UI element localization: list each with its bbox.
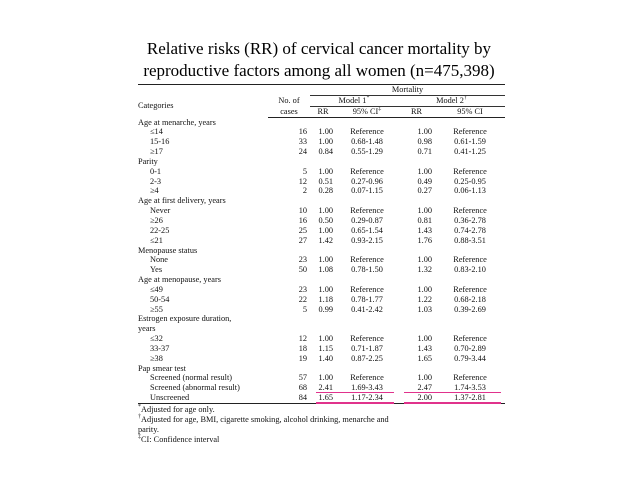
- cases-cell: 10: [298, 206, 307, 216]
- ci1-cell: 0.71-1.87: [351, 343, 383, 353]
- table-row: [138, 295, 505, 305]
- cases-cell: 57: [298, 373, 307, 383]
- cases-cell: 16: [298, 127, 307, 137]
- table-row: [138, 373, 505, 383]
- group-row: [138, 364, 505, 374]
- cases-cell: 16: [298, 215, 307, 225]
- highlight-underline-model2: [404, 392, 501, 393]
- ci1-cell: 0.87-2.25: [351, 353, 383, 363]
- rr1-cell: 2.41: [318, 383, 333, 393]
- group-row: [138, 314, 505, 324]
- cases-header: cases: [268, 106, 310, 117]
- model2-header: Model 2†: [398, 95, 505, 106]
- ci1-header: 95% CI‡: [336, 106, 398, 117]
- footnote-1: *Adjusted for age only.: [138, 404, 215, 414]
- category-label: 0-1: [150, 166, 162, 176]
- group-label: Estrogen exposure duration,: [138, 314, 232, 324]
- category-label: 15-16: [150, 137, 170, 147]
- highlight-underline-model1: [316, 402, 394, 403]
- ci1-cell: 0.29-0.87: [351, 215, 383, 225]
- rr2-cell: 1.00: [417, 373, 432, 383]
- ci2-cell: Reference: [453, 255, 487, 265]
- rr2-cell: 1.43: [417, 225, 432, 235]
- group-label: years: [138, 324, 156, 334]
- rr2-cell: 0.27: [417, 186, 432, 196]
- cases-cell: 19: [298, 353, 307, 363]
- model1-header: Model 1*: [310, 95, 398, 106]
- group-row: [138, 157, 505, 167]
- ci1-cell: 1.69-3.43: [351, 383, 383, 393]
- cases-cell: 25: [298, 225, 307, 235]
- ci2-cell: Reference: [453, 166, 487, 176]
- category-label: ≤14: [150, 127, 163, 137]
- table-row: [138, 226, 505, 236]
- group-label: Age at menopause, years: [138, 275, 221, 285]
- mortality-header: Mortality: [310, 85, 505, 96]
- rr2-cell: 1.00: [417, 255, 432, 265]
- rr2-cell: 2.00: [398, 393, 435, 403]
- rr1-cell: 1.00: [318, 225, 333, 235]
- rr2-header: RR: [398, 106, 435, 117]
- cases-cell: 5: [302, 166, 307, 176]
- rr2-cell: 1.00: [417, 206, 432, 216]
- footnote-3: ‡CI: Confidence interval: [138, 434, 220, 444]
- cases-cell: 12: [298, 334, 307, 344]
- rr1-cell: 0.50: [318, 215, 333, 225]
- cases-cell: 68: [298, 383, 307, 393]
- group-row: [138, 246, 505, 256]
- category-label: ≥26: [150, 215, 163, 225]
- ci2-cell: 0.79-3.44: [454, 353, 486, 363]
- rr1-cell: 1.00: [318, 373, 333, 383]
- ci2-cell: 0.70-2.89: [454, 343, 486, 353]
- category-label: ≤32: [150, 334, 163, 344]
- table-row: [138, 236, 505, 246]
- rr1-cell: 1.00: [318, 255, 333, 265]
- rr2-cell: 1.00: [417, 166, 432, 176]
- table-row: [138, 167, 505, 177]
- ci1-cell: Reference: [350, 334, 384, 344]
- rr2-cell: 0.81: [417, 215, 432, 225]
- ci1-cell: Reference: [350, 284, 384, 294]
- ci1-cell: 0.65-1.54: [351, 225, 383, 235]
- results-table: [138, 84, 505, 404]
- cases-cell: 5: [302, 304, 307, 314]
- ci2-header: 95% CI: [435, 106, 505, 117]
- ci1-cell: Reference: [350, 373, 384, 383]
- group-row: [138, 324, 505, 334]
- cases-cell: 27: [298, 235, 307, 245]
- ci2-cell: Reference: [453, 334, 487, 344]
- rr1-cell: 1.00: [318, 137, 333, 147]
- ci2-cell: Reference: [453, 206, 487, 216]
- no-of-header: No. of: [278, 96, 300, 106]
- group-label: Menopause status: [138, 245, 198, 255]
- cases-cell: 84: [268, 393, 310, 403]
- ci1-cell: Reference: [350, 255, 384, 265]
- rr1-cell: 1.00: [318, 127, 333, 137]
- group-label: Age at menarche, years: [138, 117, 216, 127]
- rr2-cell: 1.76: [417, 235, 432, 245]
- category-label: ≤21: [150, 235, 163, 245]
- ci2-cell: Reference: [453, 127, 487, 137]
- ci1-cell: 0.41-2.42: [351, 304, 383, 314]
- cases-cell: 23: [298, 255, 307, 265]
- table-row: [138, 186, 505, 196]
- ci1-cell: 0.68-1.48: [351, 137, 383, 147]
- rr1-cell: 0.99: [318, 304, 333, 314]
- category-label: 22-25: [150, 225, 170, 235]
- footnote-2: †Adjusted for age, BMI, cigarette smoking, alcohol drinking, menarche and: [138, 414, 389, 424]
- ci2-cell: 0.88-3.51: [454, 235, 486, 245]
- table-row: [138, 255, 505, 265]
- rr1-cell: 1.00: [318, 166, 333, 176]
- table-row: [138, 127, 505, 137]
- category-label: ≥38: [150, 353, 163, 363]
- ci1-cell: 0.78-1.50: [351, 265, 383, 275]
- rr1-cell: 1.00: [318, 206, 333, 216]
- ci1-cell: 0.07-1.15: [351, 186, 383, 196]
- category-label: ≥55: [150, 304, 163, 314]
- ci1-cell: Reference: [350, 166, 384, 176]
- category-label: Screened (normal result): [150, 373, 233, 383]
- group-row: [138, 117, 505, 127]
- rr2-cell: 1.03: [417, 304, 432, 314]
- group-row: [138, 275, 505, 285]
- rr2-cell: 1.00: [417, 127, 432, 137]
- table-row: [138, 344, 505, 354]
- categories-header: Categories: [138, 101, 174, 111]
- table-row: [138, 305, 505, 315]
- category-label: Never: [150, 206, 171, 216]
- table-row: [138, 147, 505, 157]
- slide-title-line-1: Relative risks (RR) of cervical cancer mortality by: [146, 39, 492, 58]
- rr1-cell: 1.08: [318, 265, 333, 275]
- ci2-cell: Reference: [453, 373, 487, 383]
- category-label: None: [150, 255, 168, 265]
- rr2-cell: 1.32: [417, 265, 432, 275]
- rr2-cell: 1.65: [417, 353, 432, 363]
- rr2-cell: 1.22: [417, 294, 432, 304]
- rr1-cell: 0.84: [318, 147, 333, 157]
- rr2-cell: 0.71: [417, 147, 432, 157]
- ci1-cell: 0.93-2.15: [351, 235, 383, 245]
- rr2-cell: 0.98: [417, 137, 432, 147]
- ci2-cell: 1.37-2.81: [435, 393, 505, 403]
- table-row: [138, 265, 505, 275]
- rr2-cell: 2.47: [417, 383, 432, 393]
- ci2-cell: 0.61-1.59: [454, 137, 486, 147]
- ci2-cell: 0.74-2.78: [454, 225, 486, 235]
- rr1-cell: 1.18: [318, 294, 333, 304]
- table-row: [138, 206, 505, 216]
- highlight-underline-model1: [316, 392, 394, 393]
- table-row: [138, 216, 505, 226]
- group-row: [138, 196, 505, 206]
- rr2-cell: 1.43: [417, 343, 432, 353]
- table-row: [138, 334, 505, 344]
- rr2-cell: 1.00: [417, 284, 432, 294]
- ci2-cell: 0.39-2.69: [454, 304, 486, 314]
- ci2-cell: 0.68-2.18: [454, 294, 486, 304]
- category-label: Screened (abnormal result): [150, 383, 240, 393]
- group-label: Parity: [138, 156, 158, 166]
- footnote-2-cont: parity.: [138, 425, 159, 434]
- rr2-cell: 0.49: [417, 176, 432, 186]
- ci2-cell: 0.83-2.10: [454, 265, 486, 275]
- category-label: Unscreened: [138, 393, 268, 403]
- ci2-cell: Reference: [453, 284, 487, 294]
- results-table-container: [138, 84, 505, 445]
- ci1-cell: 1.17-2.34: [336, 393, 398, 403]
- table-row: [138, 285, 505, 295]
- cases-cell: 23: [298, 284, 307, 294]
- rr1-cell: 0.28: [318, 186, 333, 196]
- ci1-cell: Reference: [350, 127, 384, 137]
- rr1-cell: 0.51: [318, 176, 333, 186]
- category-label: ≤49: [150, 284, 163, 294]
- slide-title: [0, 38, 638, 82]
- rr1-cell: 1.42: [318, 235, 333, 245]
- ci2-cell: 0.41-1.25: [454, 147, 486, 157]
- table-body: [138, 117, 505, 403]
- category-label: 50-54: [150, 294, 170, 304]
- cases-cell: 33: [298, 137, 307, 147]
- table-row: [138, 137, 505, 147]
- rr1-cell: 1.00: [318, 284, 333, 294]
- group-label: Age at first delivery, years: [138, 196, 226, 206]
- ci2-cell: 0.36-2.78: [454, 215, 486, 225]
- cases-cell: 12: [298, 176, 307, 186]
- cases-cell: 22: [298, 294, 307, 304]
- ci2-cell: 0.06-1.13: [454, 186, 486, 196]
- category-label: 2-3: [150, 176, 162, 186]
- ci1-cell: 0.78-1.77: [351, 294, 383, 304]
- cases-cell: 50: [298, 265, 307, 275]
- cases-cell: 24: [298, 147, 307, 157]
- table-row: [138, 177, 505, 187]
- rr1-cell: 1.65: [310, 393, 336, 403]
- ci1-cell: 0.55-1.29: [351, 147, 383, 157]
- ci2-cell: 0.25-0.95: [454, 176, 486, 186]
- ci1-cell: 0.27-0.96: [351, 176, 383, 186]
- ci2-cell: 1.74-3.53: [454, 383, 486, 393]
- category-label: ≥17: [150, 147, 163, 157]
- table-row: [138, 354, 505, 364]
- footnotes: [138, 405, 505, 445]
- ci1-cell: Reference: [350, 206, 384, 216]
- rr1-cell: 1.40: [318, 353, 333, 363]
- cases-cell: 18: [298, 343, 307, 353]
- category-label: ≥4: [150, 186, 159, 196]
- rr2-cell: 1.00: [417, 334, 432, 344]
- slide-title-line-2: reproductive factors among all women (n=475,398): [143, 61, 495, 80]
- rr1-cell: 1.00: [318, 334, 333, 344]
- highlight-underline-model2: [404, 402, 501, 403]
- category-label: 33-37: [150, 343, 170, 353]
- category-label: Yes: [150, 265, 163, 275]
- group-label: Pap smear test: [138, 363, 186, 373]
- cases-cell: 2: [302, 186, 307, 196]
- rr1-cell: 1.15: [318, 343, 333, 353]
- rr1-header: RR: [310, 106, 336, 117]
